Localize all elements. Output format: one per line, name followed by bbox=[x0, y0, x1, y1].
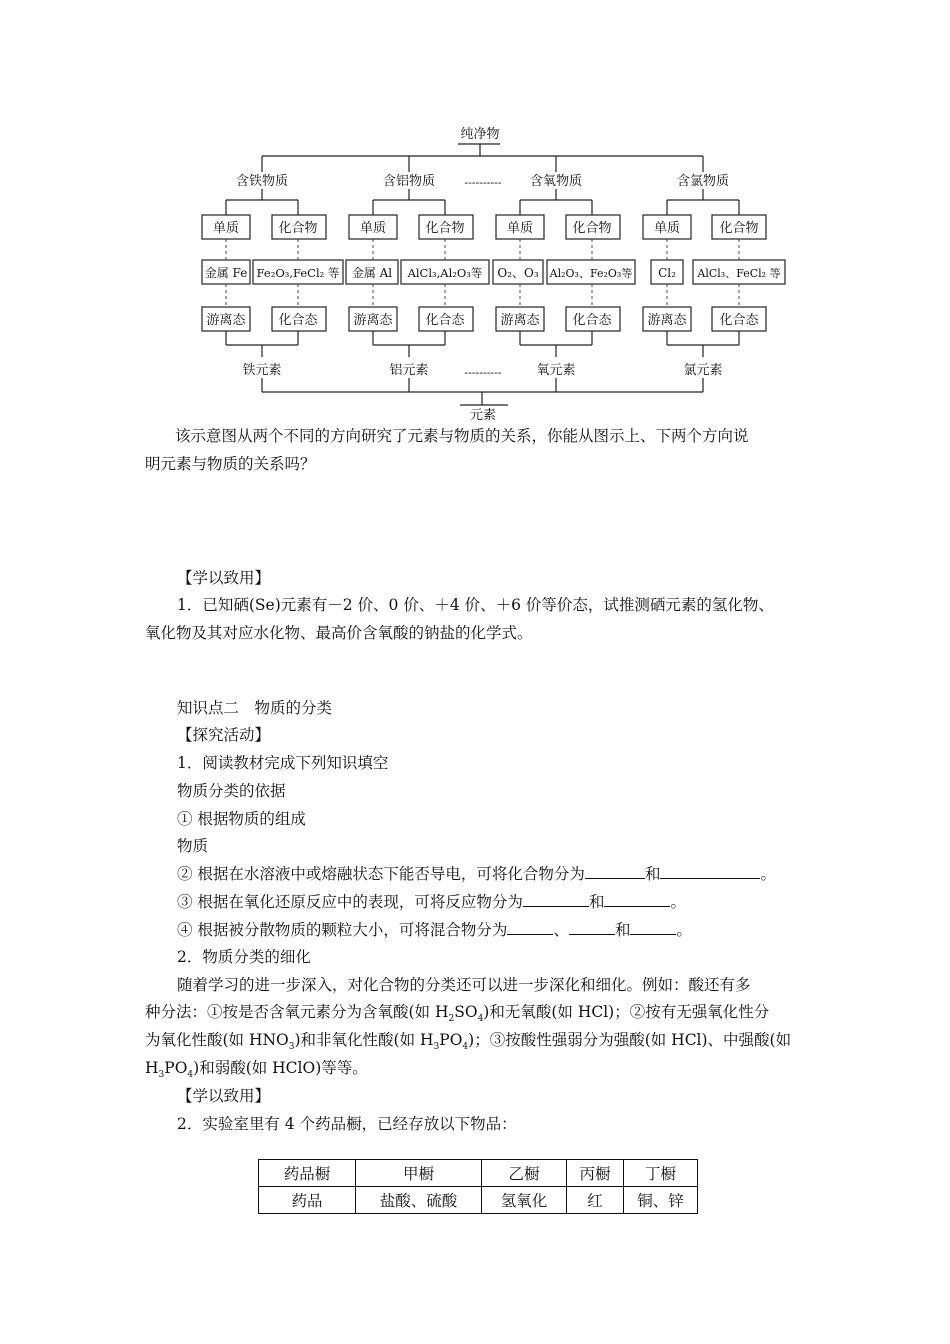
compound-node: 化合物 bbox=[572, 221, 612, 236]
combined-state-node: 化合态 bbox=[278, 313, 318, 328]
fill-blank[interactable] bbox=[660, 864, 760, 879]
item-2: 2．物质分类的细化 bbox=[177, 948, 311, 966]
criterion-3: ③ 根据在氧化还原反应中的表现，可将反应物分为 和 。 bbox=[177, 893, 686, 911]
dash-connector: ---------- bbox=[464, 176, 502, 189]
example-simple: O₂、O₃ bbox=[497, 266, 539, 280]
table-cell: 氢氧化 bbox=[482, 1187, 567, 1214]
table-cell: 铜、锌 bbox=[624, 1187, 698, 1214]
bottom-node: 元素 bbox=[469, 408, 497, 423]
free-state-node: 游离态 bbox=[647, 313, 687, 328]
example-compound: AlCl₃,Al₂O₃等 bbox=[407, 266, 483, 280]
simple-node: 单质 bbox=[359, 221, 387, 236]
matter-label: 物质 bbox=[177, 837, 209, 855]
free-state-node: 游离态 bbox=[206, 313, 246, 328]
apply-heading: 【学以致用】 bbox=[177, 569, 271, 587]
simple-node: 单质 bbox=[212, 221, 240, 236]
free-state-node: 游离态 bbox=[500, 313, 540, 328]
table-cell: 红 bbox=[567, 1187, 624, 1214]
apply1-line-2: 氧化物及其对应水化物、最高价含氧酸的钠盐的化学式。 bbox=[145, 624, 533, 642]
compound-node: 化合物 bbox=[278, 221, 318, 236]
example-compound: Fe₂O₃,FeCl₂ 等 bbox=[256, 266, 340, 280]
top-node: 纯净物 bbox=[460, 127, 500, 142]
combined-state-node: 化合态 bbox=[572, 313, 612, 328]
section-title: 知识点二 物质的分类 bbox=[177, 699, 333, 717]
apply-heading: 【学以致用】 bbox=[177, 1087, 271, 1105]
material-node: 含氧物质 bbox=[529, 174, 583, 189]
free-state-node: 游离态 bbox=[353, 313, 393, 328]
element-node: 铁元素 bbox=[242, 363, 282, 378]
material-node: 含氯物质 bbox=[676, 174, 730, 189]
table-cell: 药品橱 bbox=[259, 1160, 356, 1187]
fill-blank[interactable] bbox=[569, 920, 615, 935]
example-compound: Al₂O₃、Fe₂O₃等 bbox=[549, 267, 633, 280]
table-cell: 盐酸、硫酸 bbox=[356, 1187, 482, 1214]
paragraph-line-1: 随着学习的进一步深入，对化合物的分类还可以进一步深化和细化。例如：酸还有多 bbox=[177, 976, 751, 994]
fill-blank[interactable] bbox=[523, 892, 589, 907]
element-node: 氯元素 bbox=[683, 363, 723, 378]
basis-line: 物质分类的依据 bbox=[177, 782, 286, 800]
table-cell: 乙橱 bbox=[482, 1160, 567, 1187]
paragraph-line-3: 为氧化性酸(如 $HNO_3$)和非氧化性酸(如 $H_3PO_4$)；③按酸性强弱分为强酸(如 HCl)、中强酸(如 bbox=[145, 1031, 792, 1053]
apply1-line-1: 1．已知硒(Se)元素有－2 价、0 价、＋4 价、＋6 价等价态，试推测硒元素的氢化物、 bbox=[177, 596, 774, 614]
criterion-4: ④ 根据被分散物质的颗粒大小，可将混合物分为 、 和 。 bbox=[177, 921, 692, 939]
table-cell: 甲橱 bbox=[356, 1160, 482, 1187]
material-node: 含铁物质 bbox=[235, 174, 289, 189]
element-node: 氧元素 bbox=[536, 363, 576, 378]
apply2-line: 2．实验室里有 4 个药品橱，已经存放以下物品： bbox=[177, 1115, 517, 1133]
example-simple: Cl₂ bbox=[658, 266, 676, 280]
table-cell: 丁橱 bbox=[624, 1160, 698, 1187]
material-node: 含铝物质 bbox=[382, 174, 436, 189]
compound-node: 化合物 bbox=[425, 221, 465, 236]
fill-blank[interactable] bbox=[604, 892, 670, 907]
question-line-1: 该示意图从两个不同的方向研究了元素与物质的关系，你能从图示上、下两个方向说 bbox=[175, 427, 749, 445]
criterion-1: ① 根据物质的组成 bbox=[177, 810, 306, 828]
compound-node: 化合物 bbox=[719, 221, 759, 236]
simple-node: 单质 bbox=[506, 221, 534, 236]
fill-blank[interactable] bbox=[630, 920, 676, 935]
paragraph-line-2: 种分法：①按是否含氧元素分为含氧酸(如 $H_2SO_4$)和无氧酸(如 HCl)；②按有无强氧化性分 bbox=[145, 1003, 770, 1025]
criterion-2: ② 根据在水溶液中或熔融状态下能否导电，可将化合物分为 和 。 bbox=[177, 865, 776, 883]
concept-diagram bbox=[0, 0, 950, 430]
table-row bbox=[259, 1160, 698, 1187]
explore-heading: 【探究活动】 bbox=[177, 726, 271, 744]
dash-connector: ---------- bbox=[464, 366, 502, 379]
table-row bbox=[259, 1187, 698, 1214]
table-cell: 药品 bbox=[259, 1187, 356, 1214]
question-line-2: 明元素与物质的关系吗？ bbox=[145, 455, 316, 473]
example-compound: AlCl₃、FeCl₂ 等 bbox=[697, 267, 781, 280]
table-cell: 丙橱 bbox=[567, 1160, 624, 1187]
item-1: 1．阅读教材完成下列知识填空 bbox=[177, 754, 389, 772]
example-simple: 金属 Fe bbox=[204, 266, 248, 280]
paragraph-line-4: $H_3PO_4$)和弱酸(如 HClO)等等。 bbox=[145, 1059, 368, 1081]
combined-state-node: 化合态 bbox=[425, 313, 465, 328]
simple-node: 单质 bbox=[653, 221, 681, 236]
cabinet-table bbox=[258, 1159, 698, 1214]
element-node: 铝元素 bbox=[389, 363, 429, 378]
fill-blank[interactable] bbox=[585, 864, 645, 879]
fill-blank[interactable] bbox=[507, 920, 553, 935]
combined-state-node: 化合态 bbox=[719, 313, 759, 328]
example-simple: 金属 Al bbox=[351, 266, 393, 280]
